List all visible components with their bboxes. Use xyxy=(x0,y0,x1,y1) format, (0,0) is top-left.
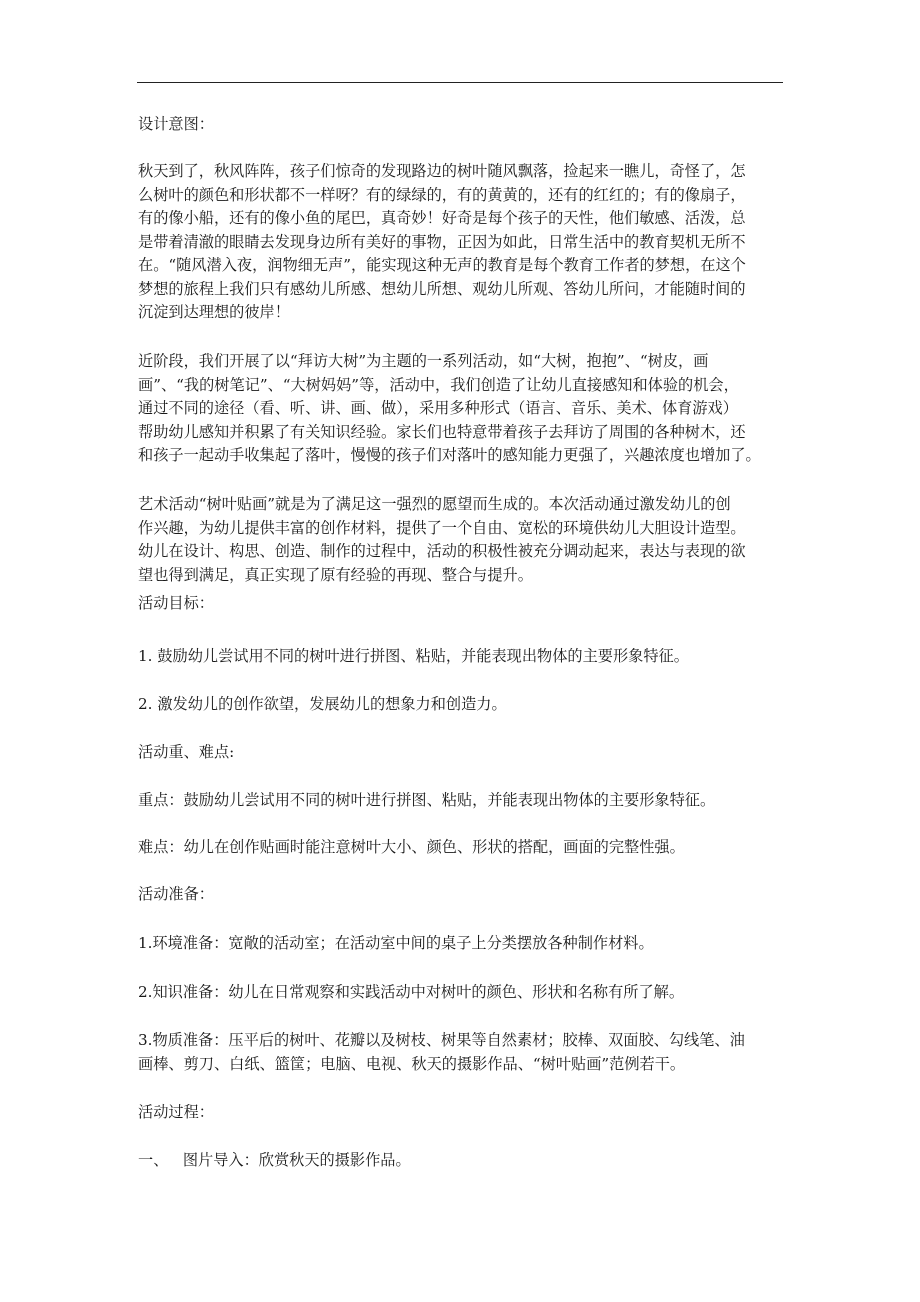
paragraph-design-intent-3 xyxy=(138,493,798,587)
process-step-1: 一、 图片导入：欣赏秋天的摄影作品。 xyxy=(138,1151,411,1169)
text-line: 画”、“我的树笔记”、“大树妈妈”等，活动中，我们创造了让幼儿直接感知和体验的机会， xyxy=(138,375,739,394)
paragraph-design-intent-1 xyxy=(138,160,798,325)
text-line: 秋天到了，秋风阵阵，孩子们惊奇的发现路边的树叶随风飘落，捡起来一瞧儿，奇怪了，怎 xyxy=(138,162,746,180)
heading-activity-process: 活动过程： xyxy=(138,1103,214,1121)
text-line: 有的像小船，还有的像小鱼的尾巴，真奇妙！好奇是每个孩子的天性，他们敏感、活泼，总 xyxy=(138,209,746,227)
goal-item-2: 2. 激发幼儿的创作欲望，发展幼儿的想象力和创造力。 xyxy=(138,695,507,713)
text-line: 艺术活动“树叶贴画”就是为了满足这一强烈的愿望而生成的。本次活动通过激发幼儿的创 xyxy=(138,495,731,513)
text-line: 是带着清澈的眼睛去发现身边所有美好的事物，正因为如此，日常生活中的教育契机无所不 xyxy=(138,232,746,251)
text-line: 作兴趣，为幼儿提供丰富的创作材料，提供了一个自由、宽松的环境供幼儿大胆设计造型。 xyxy=(138,518,746,537)
text-line: 望也得到满足，真正实现了原有经验的再现、整合与提升。 xyxy=(138,565,533,584)
paragraph-design-intent-2 xyxy=(138,350,798,468)
prep-item-2: 2.知识准备：幼儿在日常观察和实践活动中对树叶的颜色、形状和名称有所了解。 xyxy=(138,983,685,1001)
text-line: 画棒、剪刀、白纸、篮筐；电脑、电视、秋天的摄影作品、“树叶贴画”范例若干。 xyxy=(138,1054,686,1073)
heading-activity-goals: 活动目标： xyxy=(138,594,214,612)
text-line: 和孩子一起动手收集起了落叶，慢慢的孩子们对落叶的感知能力更强了，兴趣浓度也增加了。 xyxy=(138,446,761,464)
heading-key-points: 活动重、难点: xyxy=(138,743,235,761)
heading-activity-prep: 活动准备： xyxy=(138,885,214,903)
text-line: 么树叶的颜色和形状都不一样呀？有的绿绿的，有的黄黄的，还有的红红的；有的像扇子， xyxy=(138,185,746,204)
header-rule xyxy=(137,82,783,83)
prep-item-1: 1.环境准备：宽敞的活动室；在活动室中间的桌子上分类摆放各种制作材料。 xyxy=(138,934,654,952)
text-line: 通过不同的途径（看、听、讲、画、做），采用多种形式（语言、音乐、美术、体育游戏） xyxy=(138,399,738,417)
text-line: 3.物质准备：压平后的树叶、花瓣以及树枝、树果等自然素材；胶棒、双面胶、勾线笔、油 xyxy=(138,1031,745,1049)
prep-item-3 xyxy=(138,1029,798,1076)
difficult-point: 难点：幼儿在创作贴画时能注意树叶大小、颜色、形状的搭配，画面的完整性强。 xyxy=(138,838,685,856)
key-point: 重点：鼓励幼儿尝试用不同的树叶进行拼图、粘贴，并能表现出物体的主要形象特征。 xyxy=(138,791,716,809)
text-line: 幼儿在设计、构思、创造、制作的过程中，活动的积极性被充分调动起来，表达与表现的欲 xyxy=(138,542,746,560)
text-line: 在。“随风潜入夜，润物细无声”，能实现这种无声的教育是每个教育工作者的梦想，在这个 xyxy=(138,256,746,274)
text-line: 梦想的旅程上我们只有感幼儿所感、想幼儿所想、观幼儿所观、答幼儿所问，才能随时间的 xyxy=(138,279,746,298)
heading-design-intent: 设计意图： xyxy=(138,115,214,133)
text-line: 帮助幼儿感知并积累了有关知识经验。家长们也特意带着孩子去拜访了周围的各种树木，还 xyxy=(138,422,746,441)
text-line: 近阶段，我们开展了以“拜访大树”为主题的一系列活动，如“大树，抱抱”、“树皮，画 xyxy=(138,352,709,370)
goal-item-1: 1. 鼓励幼儿尝试用不同的树叶进行拼图、粘贴，并能表现出物体的主要形象特征。 xyxy=(138,647,689,665)
text-line: 沉淀到达理想的彼岸！ xyxy=(138,303,290,321)
